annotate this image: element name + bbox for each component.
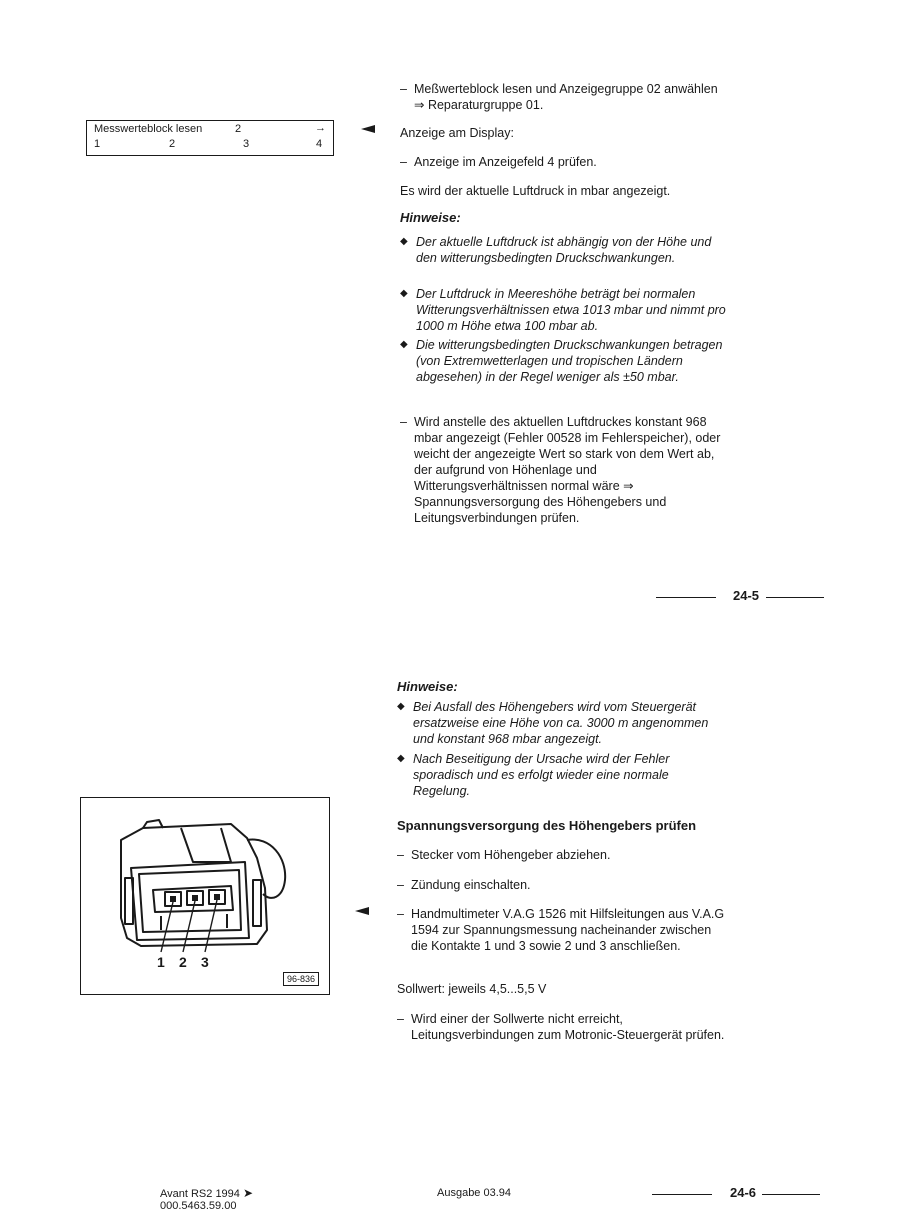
figure-id: 96-836: [283, 972, 319, 986]
step-check-field: [400, 154, 730, 170]
hint-item: [397, 699, 727, 747]
step-text: Wird anstelle des aktuellen Luftdruckes konstant 968 mbar angezeigt (Fehler 00528 im Fehlerspeicher), oder weicht der angezeigte Wert so stark von dem Wert ab, der aufgrund von Höhenlage und Witterungsverhältnissen normal wäre ⇒ Spannungsversorgung des Höhengebers und Leitungsverbindungen prüfen.: [414, 415, 721, 525]
dash-marker: –: [400, 155, 407, 169]
info-text: Es wird der aktuelle Luftdruck in mbar angezeigt.: [400, 184, 671, 198]
page-number: 24-6: [730, 1185, 757, 1200]
hint-item: [400, 286, 728, 334]
hint-item: [397, 751, 727, 799]
step-constant-value: [400, 414, 730, 526]
pin-label-2: 2: [179, 954, 187, 970]
step-read-block: [400, 81, 730, 113]
step-ignition: [397, 877, 727, 893]
step-text: Stecker vom Höhengeber abziehen.: [411, 848, 611, 862]
step-text: Anzeige im Anzeigefeld 4 prüfen.: [414, 155, 597, 169]
display-field-3: 3: [243, 138, 250, 150]
hints-heading: Hinweise:: [397, 679, 458, 694]
hint-item: [400, 234, 728, 266]
pin-label-1: 1: [157, 954, 165, 970]
page-rule-left: [652, 1194, 712, 1195]
step-text: Meßwerteblock lesen und Anzeigegruppe 02 anwählen ⇒ Reparaturgruppe 01.: [414, 82, 718, 112]
hints-heading: Hinweise:: [400, 210, 461, 225]
dash-marker: –: [397, 848, 404, 862]
step-text: Handmultimeter V.A.G 1526 mit Hilfsleitungen aus V.A.G 1594 zur Spannungsmessung nacheinander zwischen die Kontakte 1 und 3 sowie 2 und 3 anschließen.: [411, 907, 725, 953]
display-line1-group: 2: [235, 123, 242, 135]
continue-arrow-icon: ➤: [242, 1186, 254, 1200]
diamond-bullet-icon: ◆: [397, 701, 405, 712]
connector-figure: [80, 797, 330, 995]
diamond-bullet-icon: ◆: [397, 753, 405, 764]
display-field-1: 1: [94, 138, 101, 150]
footer-model: [160, 1187, 253, 1201]
pointer-arrow-icon: [361, 125, 375, 133]
hint-text: Die witterungsbedingten Druckschwankungen betragen (von Extremwetterlagen und tropischen Ländern abgesehen) in der Regel weniger als ±50 mbar.: [416, 338, 723, 384]
display-line1-arrow: →: [315, 122, 326, 134]
dash-marker: –: [400, 82, 407, 96]
dash-marker: –: [397, 878, 404, 892]
display-field-2: 2: [169, 138, 176, 150]
footer-edition: Ausgabe 03.94: [437, 1187, 512, 1199]
dash-marker: –: [397, 907, 404, 921]
step-check-wiring: [397, 1011, 727, 1043]
dash-marker: –: [397, 1012, 404, 1026]
hint-text: Bei Ausfall des Höhengebers wird vom Steuergerät ersatzweise eine Höhe von ca. 3000 m angenommen und konstant 968 mbar angezeigt.: [413, 700, 709, 746]
step-text: Zündung einschalten.: [411, 878, 531, 892]
page-number: 24-5: [733, 588, 760, 603]
footer-model-text: Avant RS2 1994: [160, 1188, 240, 1200]
section-title: Spannungsversorgung des Höhengebers prüfen: [397, 818, 697, 833]
page-rule-right: [766, 597, 824, 598]
display-readout-box: [86, 120, 334, 156]
page-rule-right: [762, 1194, 820, 1195]
page-rule-left: [656, 597, 716, 598]
step-unplug: [397, 847, 727, 863]
target-value: Sollwert: jeweils 4,5...5,5 V: [397, 982, 547, 996]
hint-text: Der aktuelle Luftdruck ist abhängig von der Höhe und den witterungsbedingten Druckschwankungen.: [416, 235, 712, 265]
display-label: Anzeige am Display:: [400, 126, 514, 140]
display-field-4: 4: [316, 138, 323, 150]
hint-text: Nach Beseitigung der Ursache wird der Fehler sporadisch und es erfolgt wieder eine normale Regelung.: [413, 752, 670, 798]
pin-label-3: 3: [201, 954, 209, 970]
step-multimeter: [397, 906, 727, 954]
footer-part-number: 000.5463.59.00: [160, 1200, 237, 1212]
diamond-bullet-icon: ◆: [400, 236, 408, 247]
diamond-bullet-icon: ◆: [400, 339, 408, 350]
display-line1-label: Messwerteblock lesen: [94, 123, 203, 135]
diamond-bullet-icon: ◆: [400, 288, 408, 299]
step-text: Wird einer der Sollwerte nicht erreicht, Leitungsverbindungen zum Motronic-Steuergerät prüfen.: [411, 1012, 725, 1042]
pointer-arrow-icon: [355, 907, 369, 915]
hint-text: Der Luftdruck in Meereshöhe beträgt bei normalen Witterungsverhältnissen etwa 1013 mbar und nimmt pro 1000 m Höhe etwa 100 mbar ab.: [416, 287, 726, 333]
hint-item: [400, 337, 728, 385]
dash-marker: –: [400, 415, 407, 429]
